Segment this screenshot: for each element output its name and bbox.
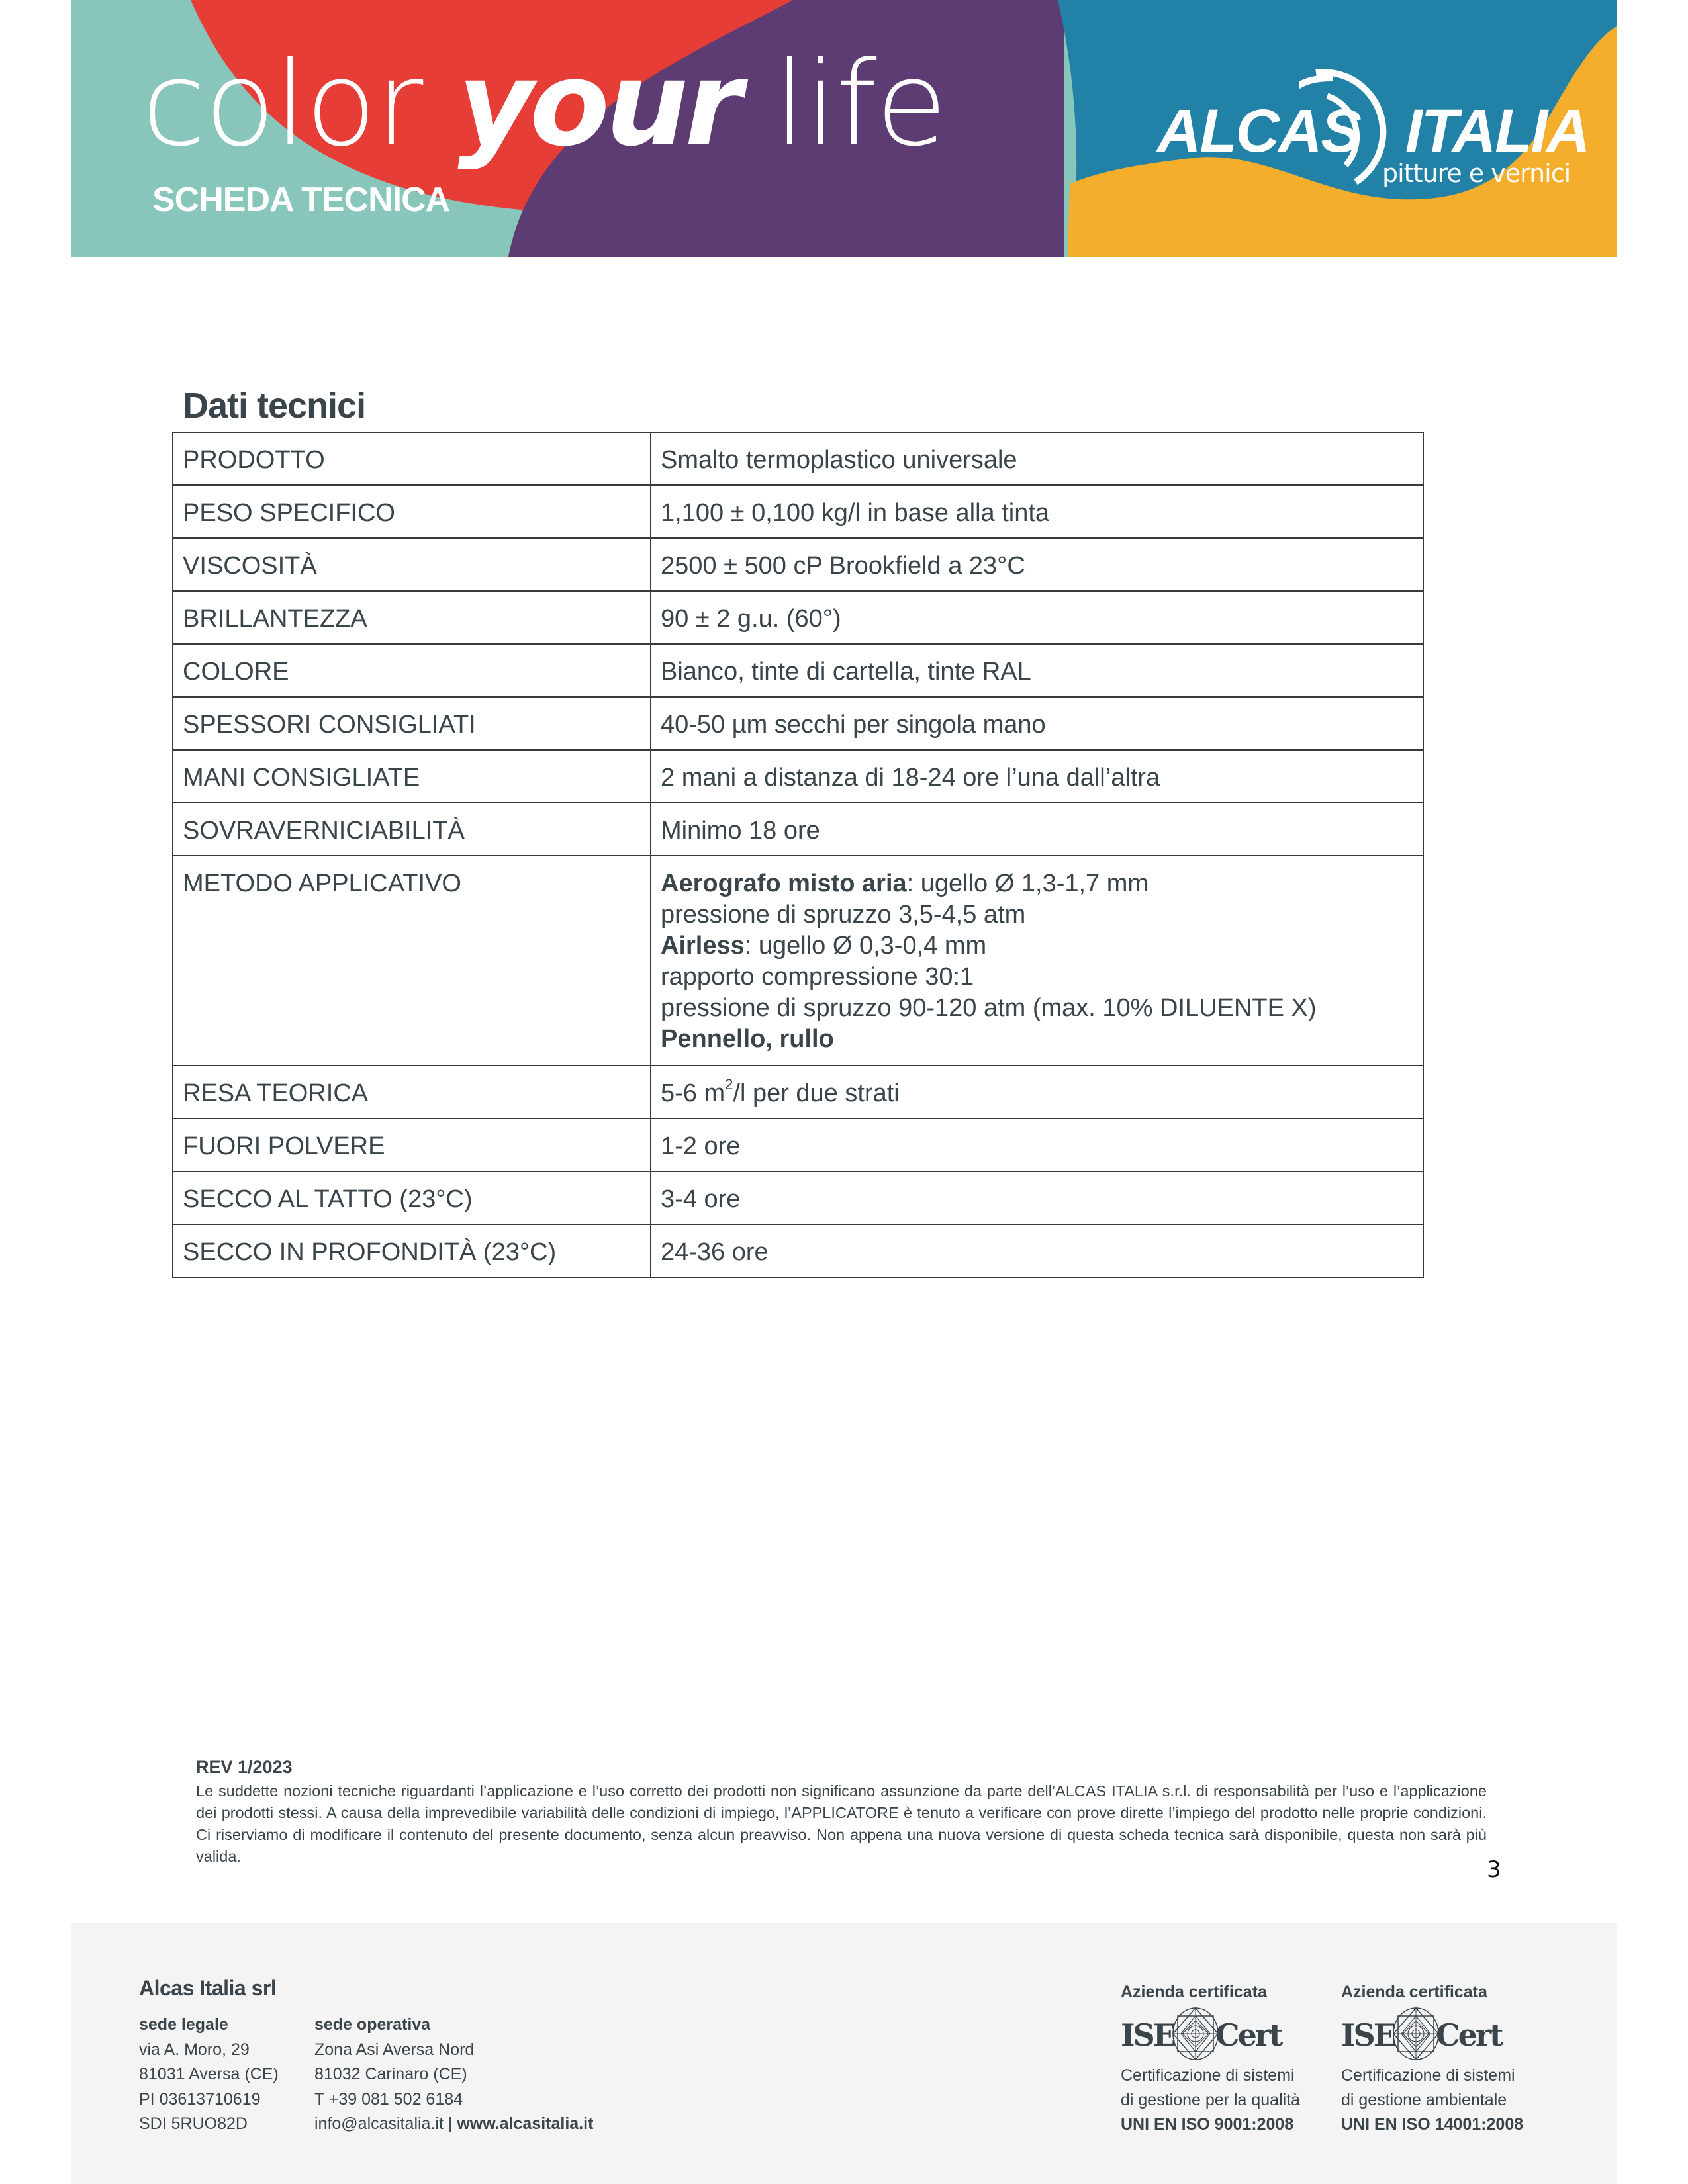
certification-standard: UNI EN ISO 9001:2008 (1121, 2115, 1294, 2134)
technical-data-table (172, 432, 1424, 1278)
spec-label: RESA TEORICA (173, 1066, 651, 1118)
table-row (173, 1171, 1423, 1224)
logo-word-italia: ITALIA (1405, 97, 1589, 165)
resa-value-sup: 2 (725, 1076, 733, 1093)
isecert-emblem-icon (1391, 2007, 1441, 2061)
isecert-logo-cert: Cert (1436, 2017, 1502, 2053)
spec-value: Smalto termoplastico universale (651, 432, 1423, 485)
section-title: Dati tecnici (183, 386, 366, 426)
tagline-part-2: your (457, 36, 739, 172)
resa-value-post: /l per due strati (733, 1079, 900, 1107)
spec-label: PESO SPECIFICO (173, 485, 651, 538)
spec-label: BRILLANTEZZA (173, 591, 651, 644)
page-number: 3 (1487, 1856, 1501, 1883)
spec-label: SECCO IN PROFONDITÀ (23°C) (173, 1224, 651, 1277)
tagline-part-1: color (142, 36, 458, 172)
table-row-method (173, 856, 1423, 1066)
table-row (173, 644, 1423, 697)
method-line: rapporto compressione 30:1 (661, 963, 974, 991)
method-line: pressione di spruzzo 90-120 atm (max. 10% DILUENTE X) (661, 994, 1317, 1022)
table-row (173, 432, 1423, 485)
spec-label: VISCOSITÀ (173, 538, 651, 591)
company-name: Alcas Italia srl (139, 1976, 277, 2000)
spec-label: SOVRAVERNICIABILITÀ (173, 803, 651, 856)
certification-heading: Azienda certificata (1341, 1983, 1487, 2001)
certification-description-line: Certificazione di sistemi (1341, 2066, 1515, 2085)
logo-word-alcas: ALCAS (1157, 97, 1360, 165)
spec-value: Minimo 18 ore (651, 803, 1423, 856)
vat-number: PI 03613710619 (139, 2089, 261, 2109)
tagline-part-3: life (738, 36, 947, 172)
certification-description-line: di gestione per la qualità (1121, 2091, 1301, 2109)
phone-number: T +39 081 502 6184 (314, 2089, 463, 2109)
certification-description-line: Certificazione di sistemi (1121, 2066, 1295, 2085)
isecert-logo (1121, 2007, 1333, 2061)
table-row (173, 591, 1423, 644)
table-row (173, 750, 1423, 803)
method-line (661, 868, 1413, 899)
method-line: Pennello, rullo (661, 1025, 834, 1053)
method-line: pressione di spruzzo 3,5-4,5 atm (661, 901, 1026, 929)
contact-line (314, 2112, 593, 2137)
spec-label: MANI CONSIGLIATE (173, 750, 651, 803)
spec-value: 3-4 ore (651, 1171, 1423, 1224)
sdi-code: SDI 5RUO82D (139, 2115, 248, 2133)
spec-value: Bianco, tinte di cartella, tinte RAL (651, 644, 1423, 697)
spec-label: SPESSORI CONSIGLIATI (173, 697, 651, 750)
certification-environmental (1341, 1981, 1553, 2137)
header-banner (71, 0, 1617, 257)
operational-address-heading: sede operativa (314, 2015, 431, 2034)
contact-separator: | (443, 2115, 457, 2133)
operational-address (314, 2013, 593, 2137)
revision-label: REV 1/2023 (196, 1757, 293, 1777)
certification-description (1121, 2064, 1333, 2113)
certification-description (1341, 2064, 1553, 2113)
isecert-logo-cert: Cert (1215, 2017, 1282, 2053)
method-line (661, 931, 1413, 962)
method-detail: : ugello Ø 0,3-0,4 mm (744, 932, 987, 960)
spec-value-method (651, 856, 1423, 1066)
spec-value: 40-50 µm secchi per singola mano (651, 697, 1423, 750)
legal-address-heading: sede legale (139, 2015, 228, 2034)
disclaimer-text: Le suddette nozioni tecniche riguardanti l’applicazione e l’uso corretto dei prodotti non significano assunzione da parte dell’ALCAS ITALIA s.r.l. di responsabilità per l’uso e l’applicazione dei prodotti stessi. A causa della imprevedibile variabilità delle condizioni di impiego, l’APPLICATORE è tenuto a verificare con prove dirette l’impiego del prodotto nelle proprie condizioni. Ci riserviamo di modificare il contenuto del presente documento, senza alcun preavviso. Non appena una nuova versione di questa scheda tecnica sarà disponibile, questa non sarà più valida. (196, 1782, 1487, 1865)
spec-value: 2 mani a distanza di 18-24 ore l’una dall’altra (651, 750, 1423, 803)
spec-value: 1-2 ore (651, 1118, 1423, 1171)
table-row (173, 1224, 1423, 1277)
certification-description-line: di gestione ambientale (1341, 2091, 1507, 2109)
method-detail: : ugello Ø 1,3-1,7 mm (906, 870, 1149, 897)
address-line: 81031 Aversa (CE) (139, 2065, 279, 2083)
spec-label: METODO APPLICATIVO (173, 856, 651, 1066)
address-line: 81032 Carinaro (CE) (314, 2065, 467, 2083)
resa-value-pre: 5-6 m (661, 1079, 726, 1107)
table-row (173, 1066, 1423, 1118)
alcas-italia-logo (1157, 60, 1617, 192)
isecert-logo (1341, 2007, 1553, 2061)
spec-value (651, 1066, 1423, 1118)
legal-address (139, 2013, 279, 2137)
address-line: Zona Asi Aversa Nord (314, 2040, 475, 2059)
certification-standard: UNI EN ISO 14001:2008 (1341, 2115, 1524, 2134)
spec-label: FUORI POLVERE (173, 1118, 651, 1171)
address-line: via A. Moro, 29 (139, 2040, 250, 2059)
spec-value: 1,100 ± 0,100 kg/l in base alla tinta (651, 485, 1423, 538)
isecert-logo-ise: ISE (1121, 2017, 1174, 2053)
table-row (173, 803, 1423, 856)
certification-quality (1121, 1981, 1333, 2137)
table-row (173, 538, 1423, 591)
table-row (173, 1118, 1423, 1171)
document-subtitle: SCHEDA TECNICA (152, 181, 450, 219)
table-row (173, 697, 1423, 750)
spec-label: COLORE (173, 644, 651, 697)
spec-label: SECCO AL TATTO (23°C) (173, 1171, 651, 1224)
spec-value: 90 ± 2 g.u. (60°) (651, 591, 1423, 644)
footer (71, 1923, 1617, 2184)
spec-value: 24-36 ore (651, 1224, 1423, 1277)
spec-label: PRODOTTO (173, 432, 651, 485)
certification-heading: Azienda certificata (1121, 1983, 1267, 2001)
isecert-emblem-icon (1170, 2007, 1221, 2061)
logo-subtitle: pitture e vernici (1382, 159, 1571, 188)
tagline (142, 36, 947, 172)
spec-value: 2500 ± 500 cP Brookfield a 23°C (651, 538, 1423, 591)
website-link[interactable]: www.alcasitalia.it (457, 2115, 594, 2133)
table-row (173, 485, 1423, 538)
isecert-logo-ise: ISE (1341, 2017, 1395, 2053)
method-name: Airless (661, 932, 745, 960)
email-link[interactable]: info@alcasitalia.it (314, 2115, 444, 2133)
method-name: Aerografo misto aria (661, 870, 907, 897)
